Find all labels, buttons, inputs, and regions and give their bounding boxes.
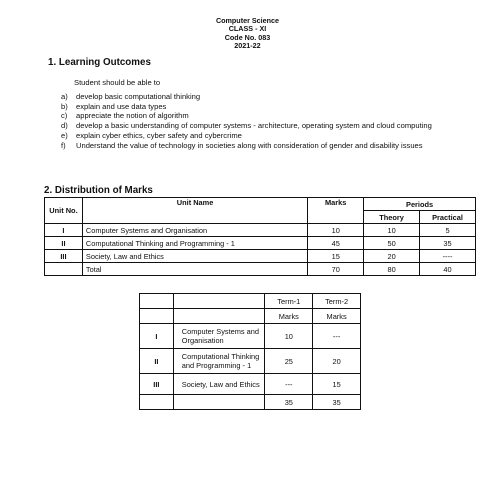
unit-no-header: Unit No. — [45, 198, 83, 224]
practical-cell: ---- — [420, 250, 476, 263]
distribution-heading: 2. Distribution of Marks — [44, 185, 153, 196]
empty-cell — [173, 395, 265, 410]
empty-cell — [45, 263, 83, 276]
table-row — [140, 324, 361, 349]
term1-cell: 25 — [265, 349, 313, 374]
table-row — [45, 250, 476, 263]
list-item — [61, 141, 466, 151]
unit-name-cell: Computational Thinking and Programming - 1 — [173, 349, 265, 374]
theory-cell: 20 — [364, 250, 420, 263]
unit-cell: I — [140, 324, 174, 349]
unit-cell: II — [45, 237, 83, 250]
marks-header: Marks — [308, 198, 364, 224]
table-row — [45, 224, 476, 237]
table-total-row — [45, 263, 476, 276]
term2-cell: 20 — [313, 349, 361, 374]
list-marker: f) — [61, 140, 66, 150]
theory-cell: 50 — [364, 237, 420, 250]
total-term1: 35 — [265, 395, 313, 410]
total-label: Total — [82, 263, 307, 276]
unit-name-cell: Computer Systems and Organisation — [173, 324, 265, 349]
list-text: develop basic computational thinking — [76, 92, 201, 101]
table-row — [140, 349, 361, 374]
learning-intro: Student should be able to — [74, 78, 161, 87]
table-total-row — [140, 395, 361, 410]
total-term2: 35 — [313, 395, 361, 410]
theory-cell: 10 — [364, 224, 420, 237]
list-marker: d) — [61, 121, 68, 131]
marks-distribution-table — [44, 197, 476, 276]
list-text: Understand the value of technology in societies along with consideration of gender and disability issues — [76, 140, 423, 150]
marks-cell: 45 — [308, 237, 364, 250]
empty-cell — [140, 309, 174, 324]
table-row — [140, 374, 361, 395]
list-marker: c) — [61, 111, 68, 121]
list-item — [61, 131, 466, 141]
unit-name-cell: Computational Thinking and Programming - 1 — [82, 237, 307, 250]
list-item — [61, 92, 466, 102]
empty-cell — [173, 309, 265, 324]
unit-name-cell: Computer Systems and Organisation — [82, 224, 307, 237]
empty-cell — [173, 294, 265, 309]
document-header — [0, 17, 495, 51]
term2-marks-header: Marks — [313, 309, 361, 324]
term1-header: Term-1 — [265, 294, 313, 309]
table-row — [45, 237, 476, 250]
unit-name-header: Unit Name — [82, 198, 307, 224]
list-text: develop a basic understanding of computer systems - architecture, operating system and cloud computing — [76, 121, 432, 131]
year-label: 2021-22 — [234, 41, 261, 51]
table-subheader-row — [140, 309, 361, 324]
list-item — [61, 121, 466, 131]
marks-cell: 15 — [308, 250, 364, 263]
unit-name-cell: Society, Law and Ethics — [173, 374, 265, 395]
empty-cell — [140, 294, 174, 309]
practical-cell: 5 — [420, 224, 476, 237]
total-practical: 40 — [420, 263, 476, 276]
periods-header: Periods — [364, 198, 476, 211]
unit-name-cell: Society, Law and Ethics — [82, 250, 307, 263]
list-text: explain cyber ethics, cyber safety and cybercrime — [76, 130, 242, 140]
class-label: CLASS - XI — [228, 24, 267, 34]
empty-cell — [140, 395, 174, 410]
marks-cell: 10 — [308, 224, 364, 237]
subject-title: Computer Science — [215, 16, 280, 25]
unit-cell: III — [45, 250, 83, 263]
term1-marks-header: Marks — [265, 309, 313, 324]
list-item — [61, 111, 466, 121]
unit-cell: I — [45, 224, 83, 237]
list-marker: a) — [61, 92, 68, 101]
term2-header: Term-2 — [313, 294, 361, 309]
list-text: explain and use data types — [76, 101, 167, 111]
learning-outcomes-list — [61, 92, 466, 150]
term2-cell: --- — [313, 324, 361, 349]
table-header-row — [45, 198, 476, 211]
term-marks-table — [139, 293, 361, 410]
total-theory: 80 — [364, 263, 420, 276]
learning-outcomes-heading: 1. Learning Outcomes — [48, 57, 151, 68]
term1-cell: 10 — [265, 324, 313, 349]
term1-cell: --- — [265, 374, 313, 395]
practical-header: Practical — [420, 211, 476, 224]
term2-cell: 15 — [313, 374, 361, 395]
table-header-row — [140, 294, 361, 309]
unit-cell: III — [140, 374, 174, 395]
total-marks: 70 — [308, 263, 364, 276]
practical-cell: 35 — [420, 237, 476, 250]
unit-cell: II — [140, 349, 174, 374]
list-text: appreciate the notion of algorithm — [76, 111, 189, 121]
code-label: Code No. 083 — [224, 32, 271, 42]
theory-header: Theory — [364, 211, 420, 224]
list-item — [61, 102, 466, 112]
list-marker: e) — [61, 130, 68, 140]
list-marker: b) — [61, 101, 68, 111]
